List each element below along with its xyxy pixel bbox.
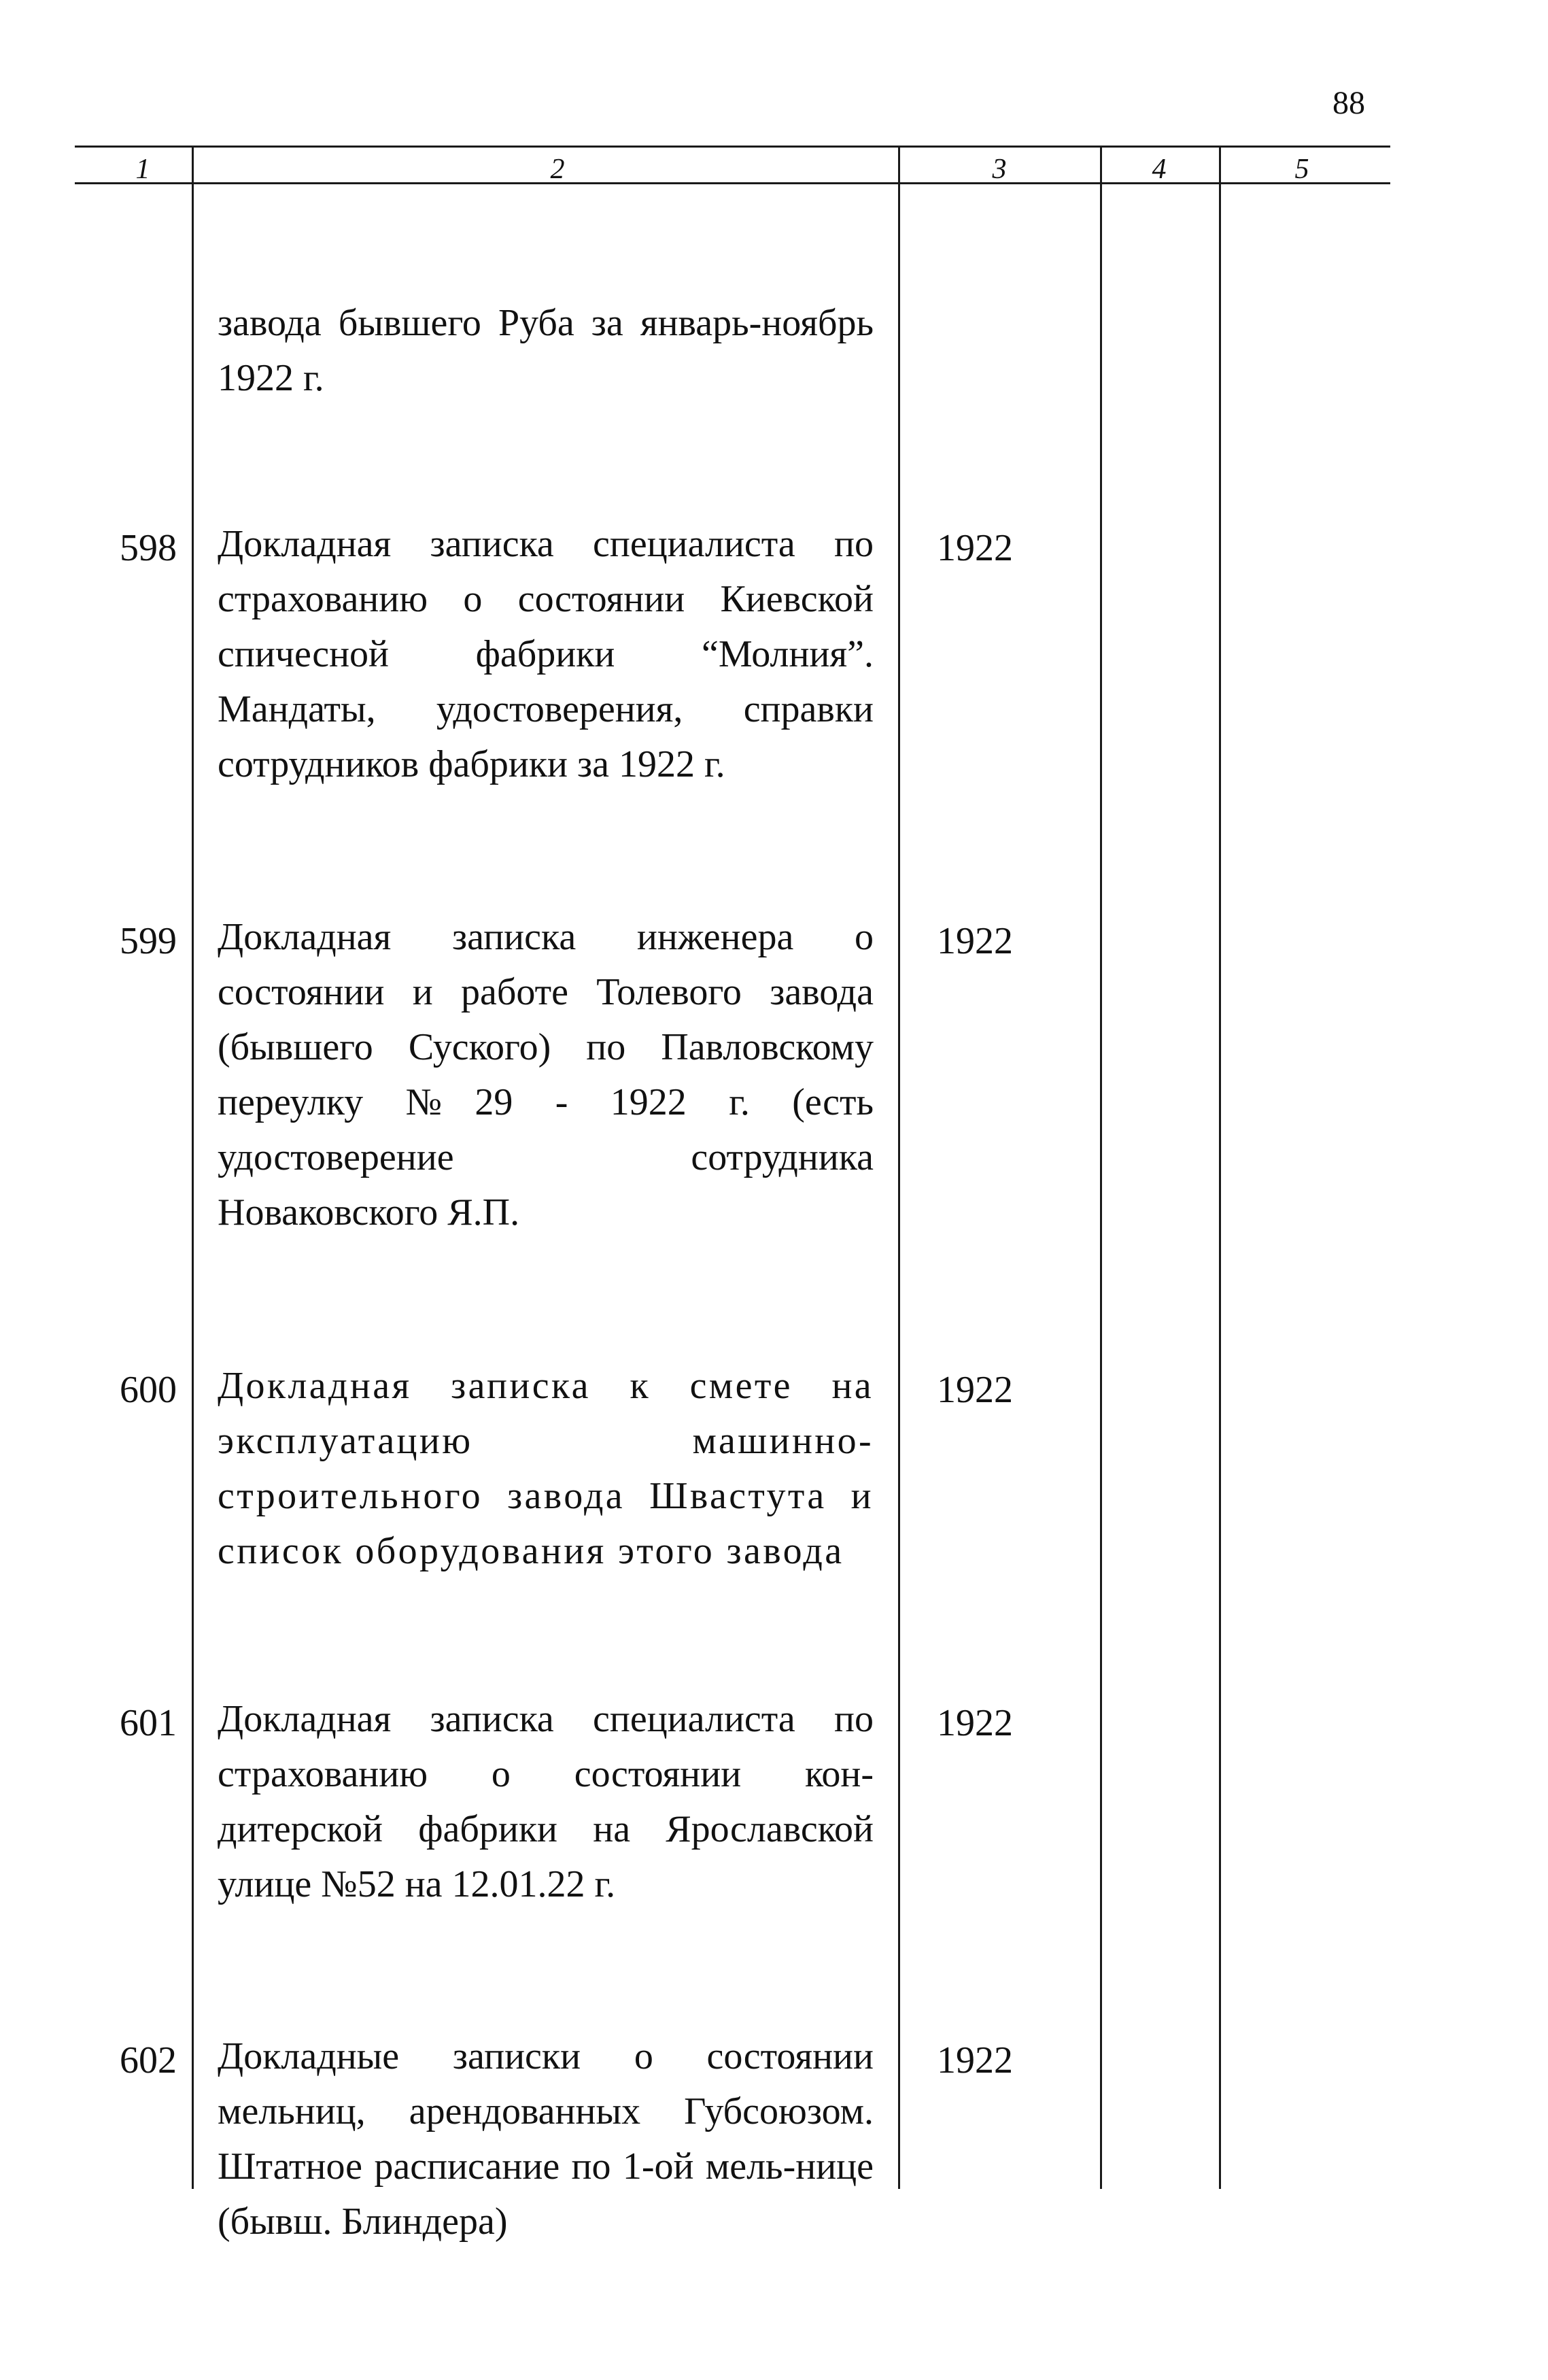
- row-602-description: Докладные записки о состоянии мельниц, арендованных Губсоюзом. Штатное расписание по 1-ой мель-нице (бывш. Блиндера): [218, 2035, 874, 2243]
- column-header-3: 3: [992, 154, 1007, 185]
- column-header-5: 5: [1294, 154, 1309, 185]
- row-600-description: Докладная записка к смете на эксплуатацию машинно-строительного завода Швастута и список оборудования этого завода: [218, 1365, 874, 1572]
- row-598-description: Докладная записка специалиста по страхованию о состоянии Киевской спичесной фабрики “Молния”. Мандаты, удостоверения, справки сотрудников фабрики за 1922 г.: [218, 523, 874, 785]
- column-separator-2: [898, 146, 900, 2189]
- header-top-rule: [75, 146, 1390, 148]
- row-602-number: 602: [120, 2039, 177, 2081]
- header-bottom-rule: [75, 182, 1390, 184]
- row-602-year: 1922: [937, 2039, 1013, 2081]
- column-separator-3: [1100, 146, 1102, 2189]
- row-598-year: 1922: [937, 527, 1013, 569]
- row-599-number: 599: [120, 920, 177, 962]
- column-header-4: 4: [1152, 154, 1167, 185]
- row-601-description: Докладная записка специалиста по страхованию о состоянии кон-дитерской фабрики на Ярославской улице №52 на 12.01.22 г.: [218, 1698, 874, 1905]
- row-601-number: 601: [120, 1702, 177, 1744]
- row-599-year: 1922: [937, 920, 1013, 962]
- page-number: 88: [1332, 85, 1365, 121]
- column-separator-1: [192, 146, 194, 2189]
- row-598-number: 598: [120, 527, 177, 569]
- row-599-description: Докладная записка инженера о состоянии и работе Толевого завода (бывшего Суского) по Павловскому переулку №29 - 1922 г. (есть удостоверение сотрудника Новаковского Я.П.: [218, 916, 874, 1234]
- row-600-number: 600: [120, 1369, 177, 1411]
- column-header-2: 2: [550, 154, 565, 185]
- row-continuation-description: завода бывшего Руба за январь-ноябрь 1922 г.: [218, 302, 874, 399]
- column-header-1: 1: [135, 154, 150, 185]
- row-600-year: 1922: [937, 1369, 1013, 1411]
- column-separator-4: [1219, 146, 1221, 2189]
- row-601-year: 1922: [937, 1702, 1013, 1744]
